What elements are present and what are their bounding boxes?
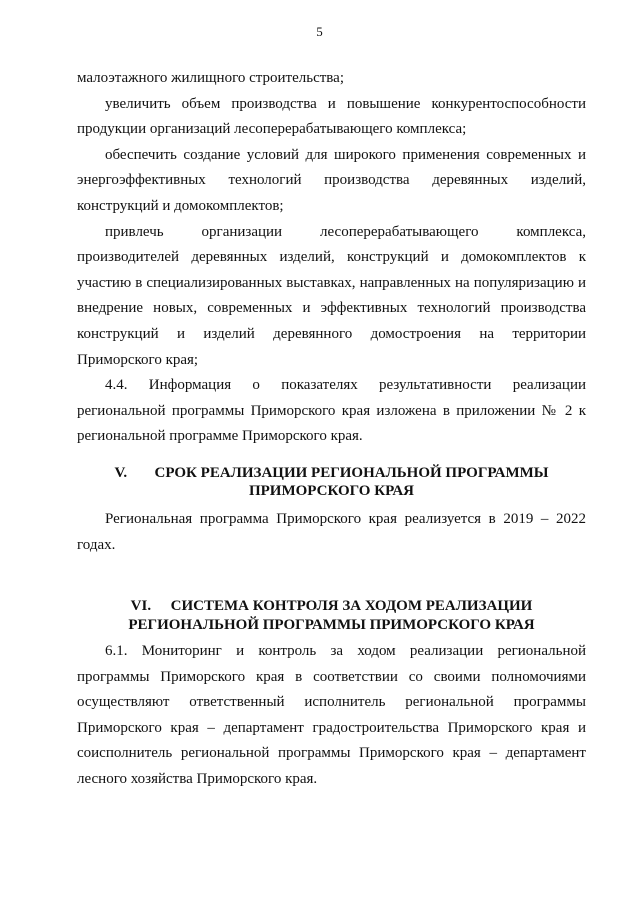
document-body	[77, 66, 586, 793]
section-5-text: Региональная программа Приморского края реализуется в 2019 – 2022 годах.	[77, 510, 586, 553]
section-6-title-line2: РЕГИОНАЛЬНОЙ ПРОГРАММЫ ПРИМОРСКОГО КРАЯ	[128, 616, 535, 633]
section-6-title-text1: СИСТЕМА КОНТРОЛЯ ЗА ХОДОМ РЕАЛИЗАЦИИ	[170, 598, 533, 615]
section-5-title-line2: ПРИМОРСКОГО КРАЯ	[248, 483, 415, 500]
section-6-heading	[77, 597, 586, 634]
section-5-heading	[77, 464, 586, 501]
paragraph-ensure-conditions: обеспечить создание условий для широкого применения современных и энергоэффективных технологий производства деревянных изделий, конструкций и домокомплектов;	[77, 146, 586, 214]
paragraph-increase-production: увеличить объем производства и повышение конкурентоспособности продукции организаций лесоперерабатывающего комплекса;	[77, 95, 586, 138]
page-number: 5	[316, 24, 323, 39]
section-5-numeral: V.	[114, 464, 128, 481]
section-5-title-line1	[77, 464, 586, 483]
section-6-title-line1	[77, 597, 586, 616]
section-6-numeral: VI.	[130, 598, 152, 615]
section-6-text: 6.1. Мониторинг и контроль за ходом реализации региональной программы Приморского края в соответствии со своими полномочиями осуществляют ответственный исполнитель региональной программы Приморского края – департамент градостроительства Приморского края и соисполнитель региональной программы Приморского края – департамент лесного хозяйства Приморского края.	[77, 643, 586, 788]
paragraph-4-4: 4.4. Информация о показателях результативности реализации региональной программы Приморского края изложена в приложении № 2 к региональной программе Приморского края.	[77, 377, 586, 445]
paragraph-continuation: малоэтажного жилищного строительства;	[77, 70, 344, 86]
section-5-title-text1: СРОК РЕАЛИЗАЦИИ РЕГИОНАЛЬНОЙ ПРОГРАММЫ	[154, 464, 549, 481]
paragraph-attract-organizations: привлечь организации лесоперерабатывающего комплекса, производителей деревянных изделий, конструкций и домокомплектов к участию в специализированных выставках, направленных на популяризацию и внедрение новых, современных и эффективных технологий производства конструкций и изделий деревянного домостроения на территории Приморского края;	[77, 223, 586, 368]
